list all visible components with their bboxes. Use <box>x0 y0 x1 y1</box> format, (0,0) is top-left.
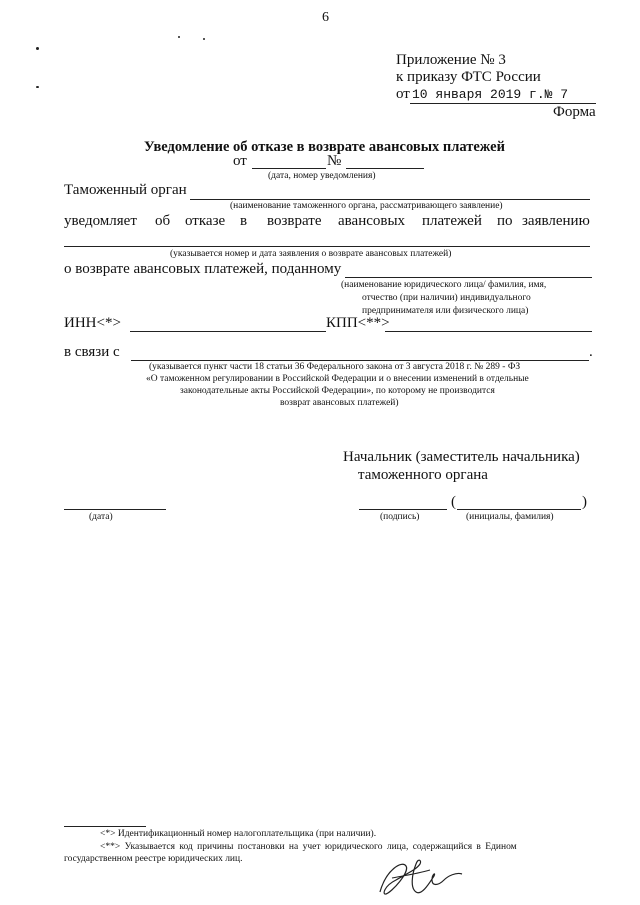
page-number: 6 <box>322 10 329 25</box>
scan-speck <box>178 36 180 38</box>
notifies-word: об <box>155 213 171 229</box>
scan-speck <box>36 47 39 50</box>
refund-text: о возврате авансовых платежей, поданному <box>64 261 342 277</box>
name-label: (инициалы, фамилия) <box>466 512 554 522</box>
signature-title-1: Начальник (заместитель начальника) <box>343 449 580 465</box>
hint-reason-4: возврат авансовых платежей) <box>280 398 399 408</box>
notifies-word: заявлению <box>522 213 590 229</box>
due-to-label: в связи с <box>64 344 120 360</box>
hint-reason-1: (указывается пункт части 18 статьи 36 Федерального закона от 3 августа 2018 г. № 289 - ФЗ <box>149 362 521 372</box>
signature-title-2: таможенного органа <box>358 467 488 483</box>
hint-applicant-3: предпринимателя или физического лица) <box>362 306 529 316</box>
reason-line <box>131 360 589 361</box>
date-signature-line <box>64 509 166 510</box>
notifies-word: платежей <box>422 213 482 229</box>
hint-reason-3: законодательные акты Российской Федерации», по которому не производится <box>180 386 495 396</box>
appendix-line-1: Приложение № 3 <box>396 52 506 68</box>
handwritten-signature <box>372 852 468 902</box>
sign-line <box>359 509 447 510</box>
hint-customs-name: (наименование таможенного органа, рассматривающего заявление) <box>230 201 503 211</box>
footnote-2a: <**> Указывается код причины постановки на учет юридического лица, содержащийся в Едином <box>100 842 517 852</box>
inn-label: ИНН<*> <box>64 315 121 331</box>
appendix-date: 10 января 2019 г.№ 7 <box>412 87 569 102</box>
number-field-line <box>346 168 424 169</box>
notifies-word: отказе <box>185 213 226 229</box>
customs-body-line <box>190 199 590 200</box>
hint-applicant-1: (наименование юридического лица/ фамилия, имя, <box>341 280 547 290</box>
applicant-line <box>345 277 592 278</box>
hint-application: (указывается номер и дата заявления о возврате авансовых платежей) <box>170 249 452 259</box>
notifies-word: в <box>240 213 248 229</box>
inn-line <box>130 331 326 332</box>
kpp-line <box>385 331 592 332</box>
sign-label: (подпись) <box>380 512 420 522</box>
footnote-2b: государственном реестре юридических лиц. <box>64 854 243 864</box>
customs-body-label: Таможенный орган <box>64 182 187 198</box>
from-label: от <box>233 153 247 169</box>
footnote-separator <box>64 826 146 827</box>
notifies-word: по <box>497 213 513 229</box>
application-line <box>64 246 590 247</box>
kpp-label: КПП<**> <box>326 315 390 331</box>
notifies-word: возврате <box>267 213 322 229</box>
notifies-word: авансовых <box>338 213 406 229</box>
scan-speck <box>36 86 39 88</box>
date-label: (дата) <box>89 512 113 522</box>
open-paren: ( <box>451 494 456 510</box>
hint-reason-2: «О таможенном регулировании в Российской Федерации и о внесении изменений в отдельные <box>146 374 529 384</box>
scan-speck <box>203 38 205 40</box>
form-label: Форма <box>553 104 596 120</box>
document-title: Уведомление об отказе в возврате авансовых платежей <box>144 139 505 155</box>
date-field-line <box>252 168 326 169</box>
notifies-word: уведомляет <box>64 213 137 229</box>
hint-date-number: (дата, номер уведомления) <box>268 171 376 181</box>
appendix-line-2: к приказу ФТС России <box>396 69 541 85</box>
hint-applicant-2: отчество (при наличии) индивидуального <box>362 293 531 303</box>
footnote-1: <*> Идентификационный номер налогоплательщика (при наличии). <box>100 829 377 839</box>
name-line <box>457 509 581 510</box>
appendix-date-prefix: от <box>396 86 410 102</box>
close-paren: ) <box>582 494 587 510</box>
reason-line-end: . <box>589 344 593 360</box>
number-label: № <box>327 153 342 169</box>
